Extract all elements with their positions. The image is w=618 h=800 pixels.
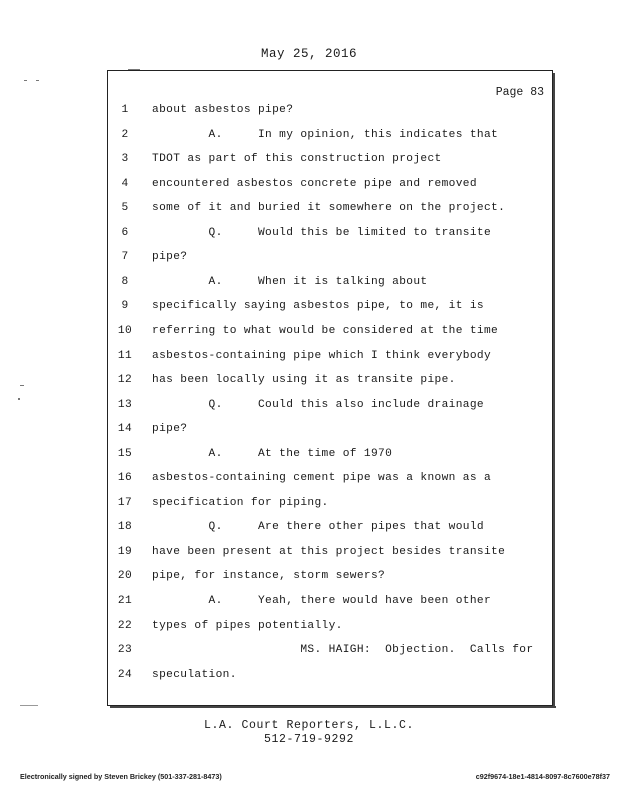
line-number: 12	[117, 374, 133, 387]
line-text: referring to what would be considered at the time	[152, 324, 499, 337]
transcript-line	[0, 350, 618, 370]
line-text: asbestos-containing cement pipe was a known as a	[152, 472, 492, 485]
transcript-line	[0, 644, 618, 664]
transcript-line	[0, 178, 618, 198]
line-text: pipe?	[152, 251, 188, 264]
line-number: 19	[117, 545, 133, 558]
line-number: 3	[121, 153, 129, 166]
line-text: TDOT as part of this construction project	[152, 153, 442, 166]
transcript-line	[0, 570, 618, 590]
line-text: A. At the time of 1970	[152, 447, 393, 460]
line-text: pipe, for instance, storm sewers?	[152, 570, 386, 583]
transcript-line	[0, 497, 618, 517]
line-number: 10	[117, 324, 133, 337]
transcript-line	[0, 276, 618, 296]
line-number: 5	[121, 202, 129, 215]
scan-mark	[18, 398, 20, 400]
transcript-line	[0, 153, 618, 173]
document-id: c92f9674-18e1-4814-8097-8c7600e78f37	[475, 772, 610, 781]
line-text: encountered asbestos concrete pipe and removed	[152, 177, 477, 190]
line-number: 6	[121, 226, 129, 239]
transcript-line	[0, 448, 618, 468]
line-text: A. When it is talking about	[152, 275, 428, 288]
transcript-line	[0, 423, 618, 443]
transcript-line	[0, 620, 618, 640]
line-number: 17	[117, 496, 133, 509]
transcript-line	[0, 104, 618, 124]
line-number: 9	[121, 300, 129, 313]
transcript-line	[0, 472, 618, 492]
transcript-line	[0, 129, 618, 149]
frame-shadow-bottom	[110, 706, 556, 708]
line-text: about asbestos pipe?	[152, 104, 294, 116]
line-text: Q. Would this be limited to transite	[152, 226, 492, 239]
line-number: 21	[117, 595, 133, 607]
page-number: Page 83	[495, 86, 544, 99]
line-number: 11	[117, 349, 133, 362]
line-text: speculation.	[152, 668, 237, 681]
line-number: 22	[117, 619, 133, 632]
line-text: A. Yeah, there would have been other	[152, 595, 492, 607]
transcript-line	[0, 227, 618, 247]
transcript-line	[0, 374, 618, 394]
transcript-line	[0, 595, 618, 615]
transcript-line	[0, 521, 618, 541]
scan-mark	[128, 69, 140, 70]
line-text: some of it and buried it somewhere on the project.	[152, 202, 506, 215]
scan-mark	[24, 80, 27, 81]
line-text: MS. HAIGH: Objection. Calls for	[152, 644, 534, 657]
line-number: 8	[121, 275, 129, 288]
line-number: 20	[117, 570, 133, 583]
line-number: 16	[117, 472, 133, 485]
line-number: 18	[117, 521, 133, 534]
electronic-signature: Electronically signed by Steven Brickey (501-337-281-8473)	[20, 772, 222, 781]
line-text: Q. Could this also include drainage	[152, 398, 484, 411]
scan-mark	[36, 80, 39, 81]
line-text: Q. Are there other pipes that would	[152, 521, 484, 534]
line-number: 1	[121, 104, 129, 116]
line-text: have been present at this project besides transite	[152, 545, 506, 558]
court-reporter-phone: 512-719-9292	[263, 733, 354, 746]
line-text: specifically saying asbestos pipe, to me, it is	[152, 300, 484, 313]
line-text: pipe?	[152, 423, 188, 436]
transcript-line	[0, 546, 618, 566]
line-number: 4	[121, 177, 129, 190]
transcript-line	[0, 202, 618, 222]
line-text: has been locally using it as transite pipe.	[152, 374, 456, 387]
line-text: A. In my opinion, this indicates that	[152, 128, 499, 141]
line-number: 23	[117, 644, 133, 657]
line-number: 24	[117, 668, 133, 681]
line-number: 13	[117, 398, 133, 411]
transcript-line	[0, 251, 618, 271]
transcript-line	[0, 669, 618, 689]
line-number: 14	[117, 423, 133, 436]
line-text: types of pipes potentially.	[152, 619, 343, 632]
line-number: 15	[117, 447, 133, 460]
scan-mark	[20, 385, 24, 386]
transcript-line	[0, 325, 618, 345]
transcript-line	[0, 300, 618, 320]
line-number: 7	[121, 251, 129, 264]
deposition-date: May 25, 2016	[260, 47, 357, 61]
scan-mark	[20, 705, 38, 706]
line-number: 2	[121, 128, 129, 141]
line-text: asbestos-containing pipe which I think everybody	[152, 349, 492, 362]
transcript-line	[0, 399, 618, 419]
line-text: specification for piping.	[152, 496, 329, 509]
court-reporter-name: L.A. Court Reporters, L.L.C.	[203, 719, 415, 732]
